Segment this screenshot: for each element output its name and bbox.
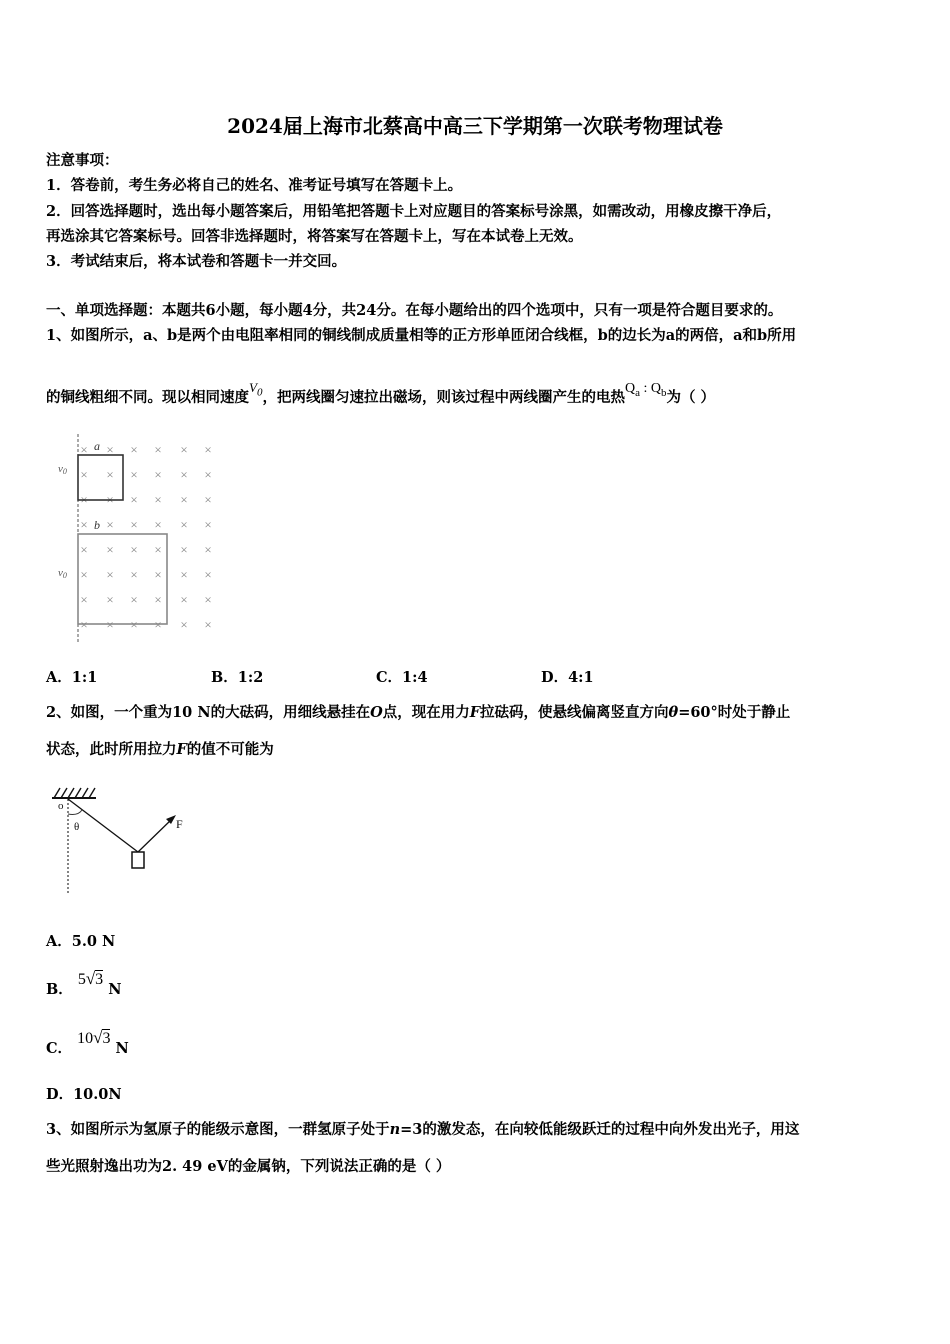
field-cross: ×	[106, 517, 114, 532]
q3-stem-line1: 3、如图所示为氢原子的能级示意图，一群氢原子处于n=3的激发态，在向较低能级跃迁的过程中向外发出光子，用这	[46, 1121, 800, 1138]
field-cross: ×	[154, 567, 162, 582]
ceiling-hatch	[54, 788, 95, 798]
field-cross: ×	[180, 442, 188, 457]
q1-option-d[interactable]: D．4:1	[541, 669, 594, 686]
q3-stem-line2: 些光照射逸出功为2. 49 eV的金属钠，下列说法正确的是（ ）	[46, 1158, 451, 1175]
field-cross: ×	[130, 492, 138, 507]
field-cross: ×	[154, 517, 162, 532]
theta-arc	[68, 810, 82, 815]
field-cross: ×	[80, 442, 88, 457]
field-cross: ×	[204, 592, 212, 607]
field-cross: ×	[204, 617, 212, 632]
field-cross: ×	[130, 617, 138, 632]
field-cross: ×	[204, 467, 212, 482]
expr-10-sqrt3: 10√3	[77, 1028, 111, 1047]
field-cross: ×	[106, 592, 114, 607]
label-f: F	[176, 817, 183, 831]
field-cross: ×	[180, 492, 188, 507]
field-cross: ×	[80, 492, 88, 507]
magnetic-field-crosses	[80, 442, 211, 632]
field-cross: ×	[80, 517, 88, 532]
field-cross: ×	[130, 517, 138, 532]
label-v0-a: v0	[58, 463, 67, 476]
field-cross: ×	[106, 492, 114, 507]
field-cross: ×	[106, 467, 114, 482]
field-cross: ×	[180, 617, 188, 632]
label-o: o	[58, 800, 64, 812]
heat-ratio: $Q_a$ : $Q_b$	[624, 381, 667, 399]
field-cross: ×	[154, 542, 162, 557]
page-title: 2024届上海市北蔡高中高三下学期第一次联考物理试卷	[227, 114, 723, 138]
notice-heading: 注意事项：	[46, 152, 119, 169]
field-cross: ×	[180, 592, 188, 607]
field-cross: ×	[130, 567, 138, 582]
field-cross: ×	[106, 567, 114, 582]
q1-option-b[interactable]: B．1:2	[211, 669, 264, 686]
field-cross: ×	[130, 467, 138, 482]
notice-item: 3．考试结束后，将本试卷和答题卡一并交回。	[46, 253, 347, 270]
field-cross: ×	[154, 617, 162, 632]
q2-figure	[44, 782, 204, 897]
notice-item: 2．回答选择题时，选出每小题答案后，用铅笔把答题卡上对应题目的答案标号涂黑，如需改动，用橡皮擦干净后，	[46, 203, 782, 220]
field-cross: ×	[180, 542, 188, 557]
q2-option-d[interactable]: D．10.0N	[46, 1086, 122, 1103]
field-cross: ×	[130, 442, 138, 457]
field-cross: ×	[154, 492, 162, 507]
field-cross: ×	[154, 592, 162, 607]
label-a: a	[94, 439, 100, 453]
field-cross: ×	[80, 617, 88, 632]
force-arrow-line	[138, 818, 173, 852]
section-heading: 一、单项选择题：本题共6小题，每小题4分，共24分。在每小题给出的四个选项中，只有一项是符合题目要求的。	[46, 302, 783, 319]
expr-5-sqrt3: 5√3	[77, 969, 104, 988]
q1-stem-line1: 1、如图所示，a、b是两个由电阻率相同的铜线制成质量相等的正方形单匝闭合线框，b的边长为a的两倍，a和b所用	[46, 327, 797, 344]
q1-text: 为（ ）	[666, 389, 716, 406]
q1-option-c[interactable]: C．1:4	[376, 669, 428, 686]
weight-block	[132, 852, 144, 868]
field-cross: ×	[204, 567, 212, 582]
q1-stem-line2	[46, 380, 716, 413]
field-cross: ×	[80, 592, 88, 607]
q1-text: ，把两线圈匀速拉出磁场，则该过程中两线圈产生的电热	[262, 389, 625, 406]
field-cross: ×	[80, 542, 88, 557]
label-v0-b: v0	[58, 567, 67, 580]
field-cross: ×	[154, 442, 162, 457]
q1-text: 的铜线粗细不同。现以相同速度	[46, 389, 249, 406]
q1-option-a[interactable]: A．1:1	[46, 669, 98, 686]
field-cross: ×	[204, 492, 212, 507]
field-cross: ×	[154, 467, 162, 482]
field-cross: ×	[180, 467, 188, 482]
q2-option-b[interactable]: B． 5√3 N	[46, 969, 122, 998]
q2-option-c[interactable]: C． 10√3 N	[46, 1028, 129, 1057]
field-cross: ×	[180, 567, 188, 582]
field-cross: ×	[204, 442, 212, 457]
field-cross: ×	[180, 517, 188, 532]
q2-stem-line1: 2、如图，一个重为10 N的大砝码，用细线悬挂在O点，现在用力F拉砝码，使悬线偏离竖直方向θ=60°时处于静止	[46, 704, 791, 721]
notice-item: 再选涂其它答案标号。回答非选择题时，将答案写在答题卡上，写在本试卷上无效。	[46, 228, 583, 245]
field-cross: ×	[106, 617, 114, 632]
field-cross: ×	[80, 567, 88, 582]
q2-option-a[interactable]: A．5.0 N	[46, 933, 116, 950]
v0-symbol: $V_0$	[249, 380, 263, 399]
field-cross: ×	[106, 542, 114, 557]
label-theta: θ	[74, 821, 80, 833]
field-cross: ×	[106, 442, 114, 457]
field-cross: ×	[130, 542, 138, 557]
field-cross: ×	[204, 542, 212, 557]
field-cross: ×	[204, 517, 212, 532]
notice-item: 1．答卷前，考生务必将自己的姓名、准考证号填写在答题卡上。	[46, 177, 463, 194]
q1-figure	[50, 432, 230, 647]
label-b: b	[94, 518, 100, 532]
field-cross: ×	[130, 592, 138, 607]
field-cross: ×	[80, 467, 88, 482]
q2-stem-line2: 状态，此时所用拉力F的值不可能为	[46, 741, 274, 758]
